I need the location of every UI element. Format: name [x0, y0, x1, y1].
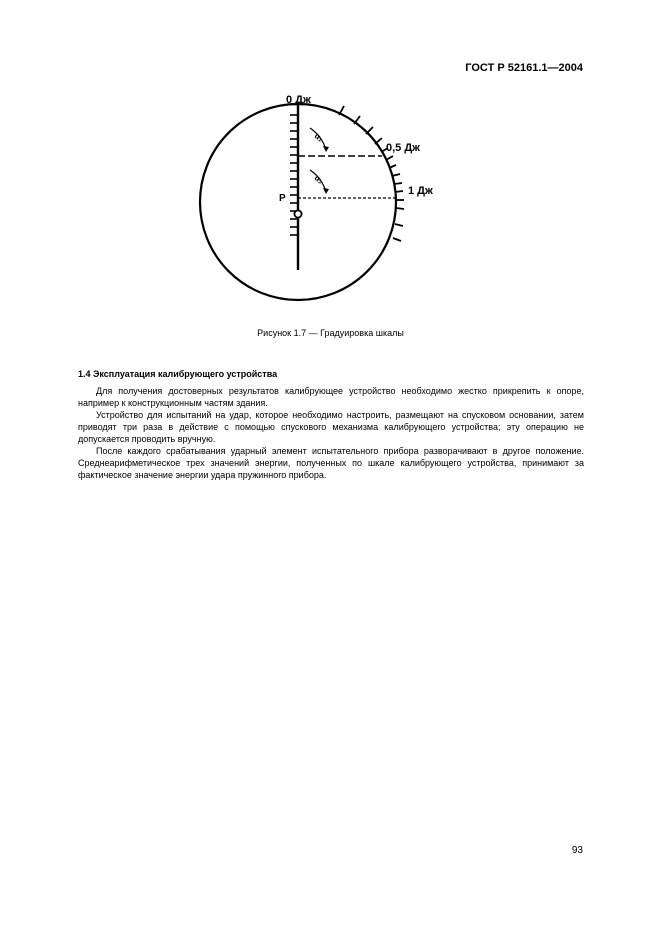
angle-label-2: α₂	[312, 173, 325, 186]
pivot-point	[294, 210, 301, 217]
section-title: 1.4 Эксплуатация калибрующего устройства	[78, 369, 278, 379]
paragraph-1: Для получения достоверных результатов калибрующее устройство необходимо жестко прикрепить к опоре, например к конструкционным частям здания.	[78, 386, 584, 408]
label-p: Р	[279, 193, 286, 204]
label-one-joule: 1 Дж	[408, 185, 433, 197]
label-zero-joule: 0 Дж	[286, 94, 311, 106]
section-operation	[78, 368, 584, 481]
calibration-scale-figure	[190, 88, 450, 328]
paragraph-2: Устройство для испытаний на удар, которое необходимо настроить, размещают на спусковом основании, затем приводят три раза в действие с помощью спускового механизма калибрующего устройства; эту операцию не допускается проводить вручную.	[78, 410, 584, 444]
figure-caption: Рисунок 1.7 — Градуировка шкалы	[257, 328, 404, 338]
document-header: ГОСТ Р 52161.1—2004	[465, 62, 583, 74]
page-number: 93	[571, 845, 583, 856]
label-half-joule: 0,5 Дж	[386, 142, 420, 154]
paragraph-3: После каждого срабатывания ударный элемент испытательного прибора разворачивают в другое положение. Среднеарифметическое трех значений энергии, полученных по шкале калибрующего устройства, принимают за фактическое значение энергии удара пружинного прибора.	[78, 446, 584, 480]
angle-label-1: α₁	[312, 131, 325, 144]
scale-diagram	[190, 88, 450, 328]
